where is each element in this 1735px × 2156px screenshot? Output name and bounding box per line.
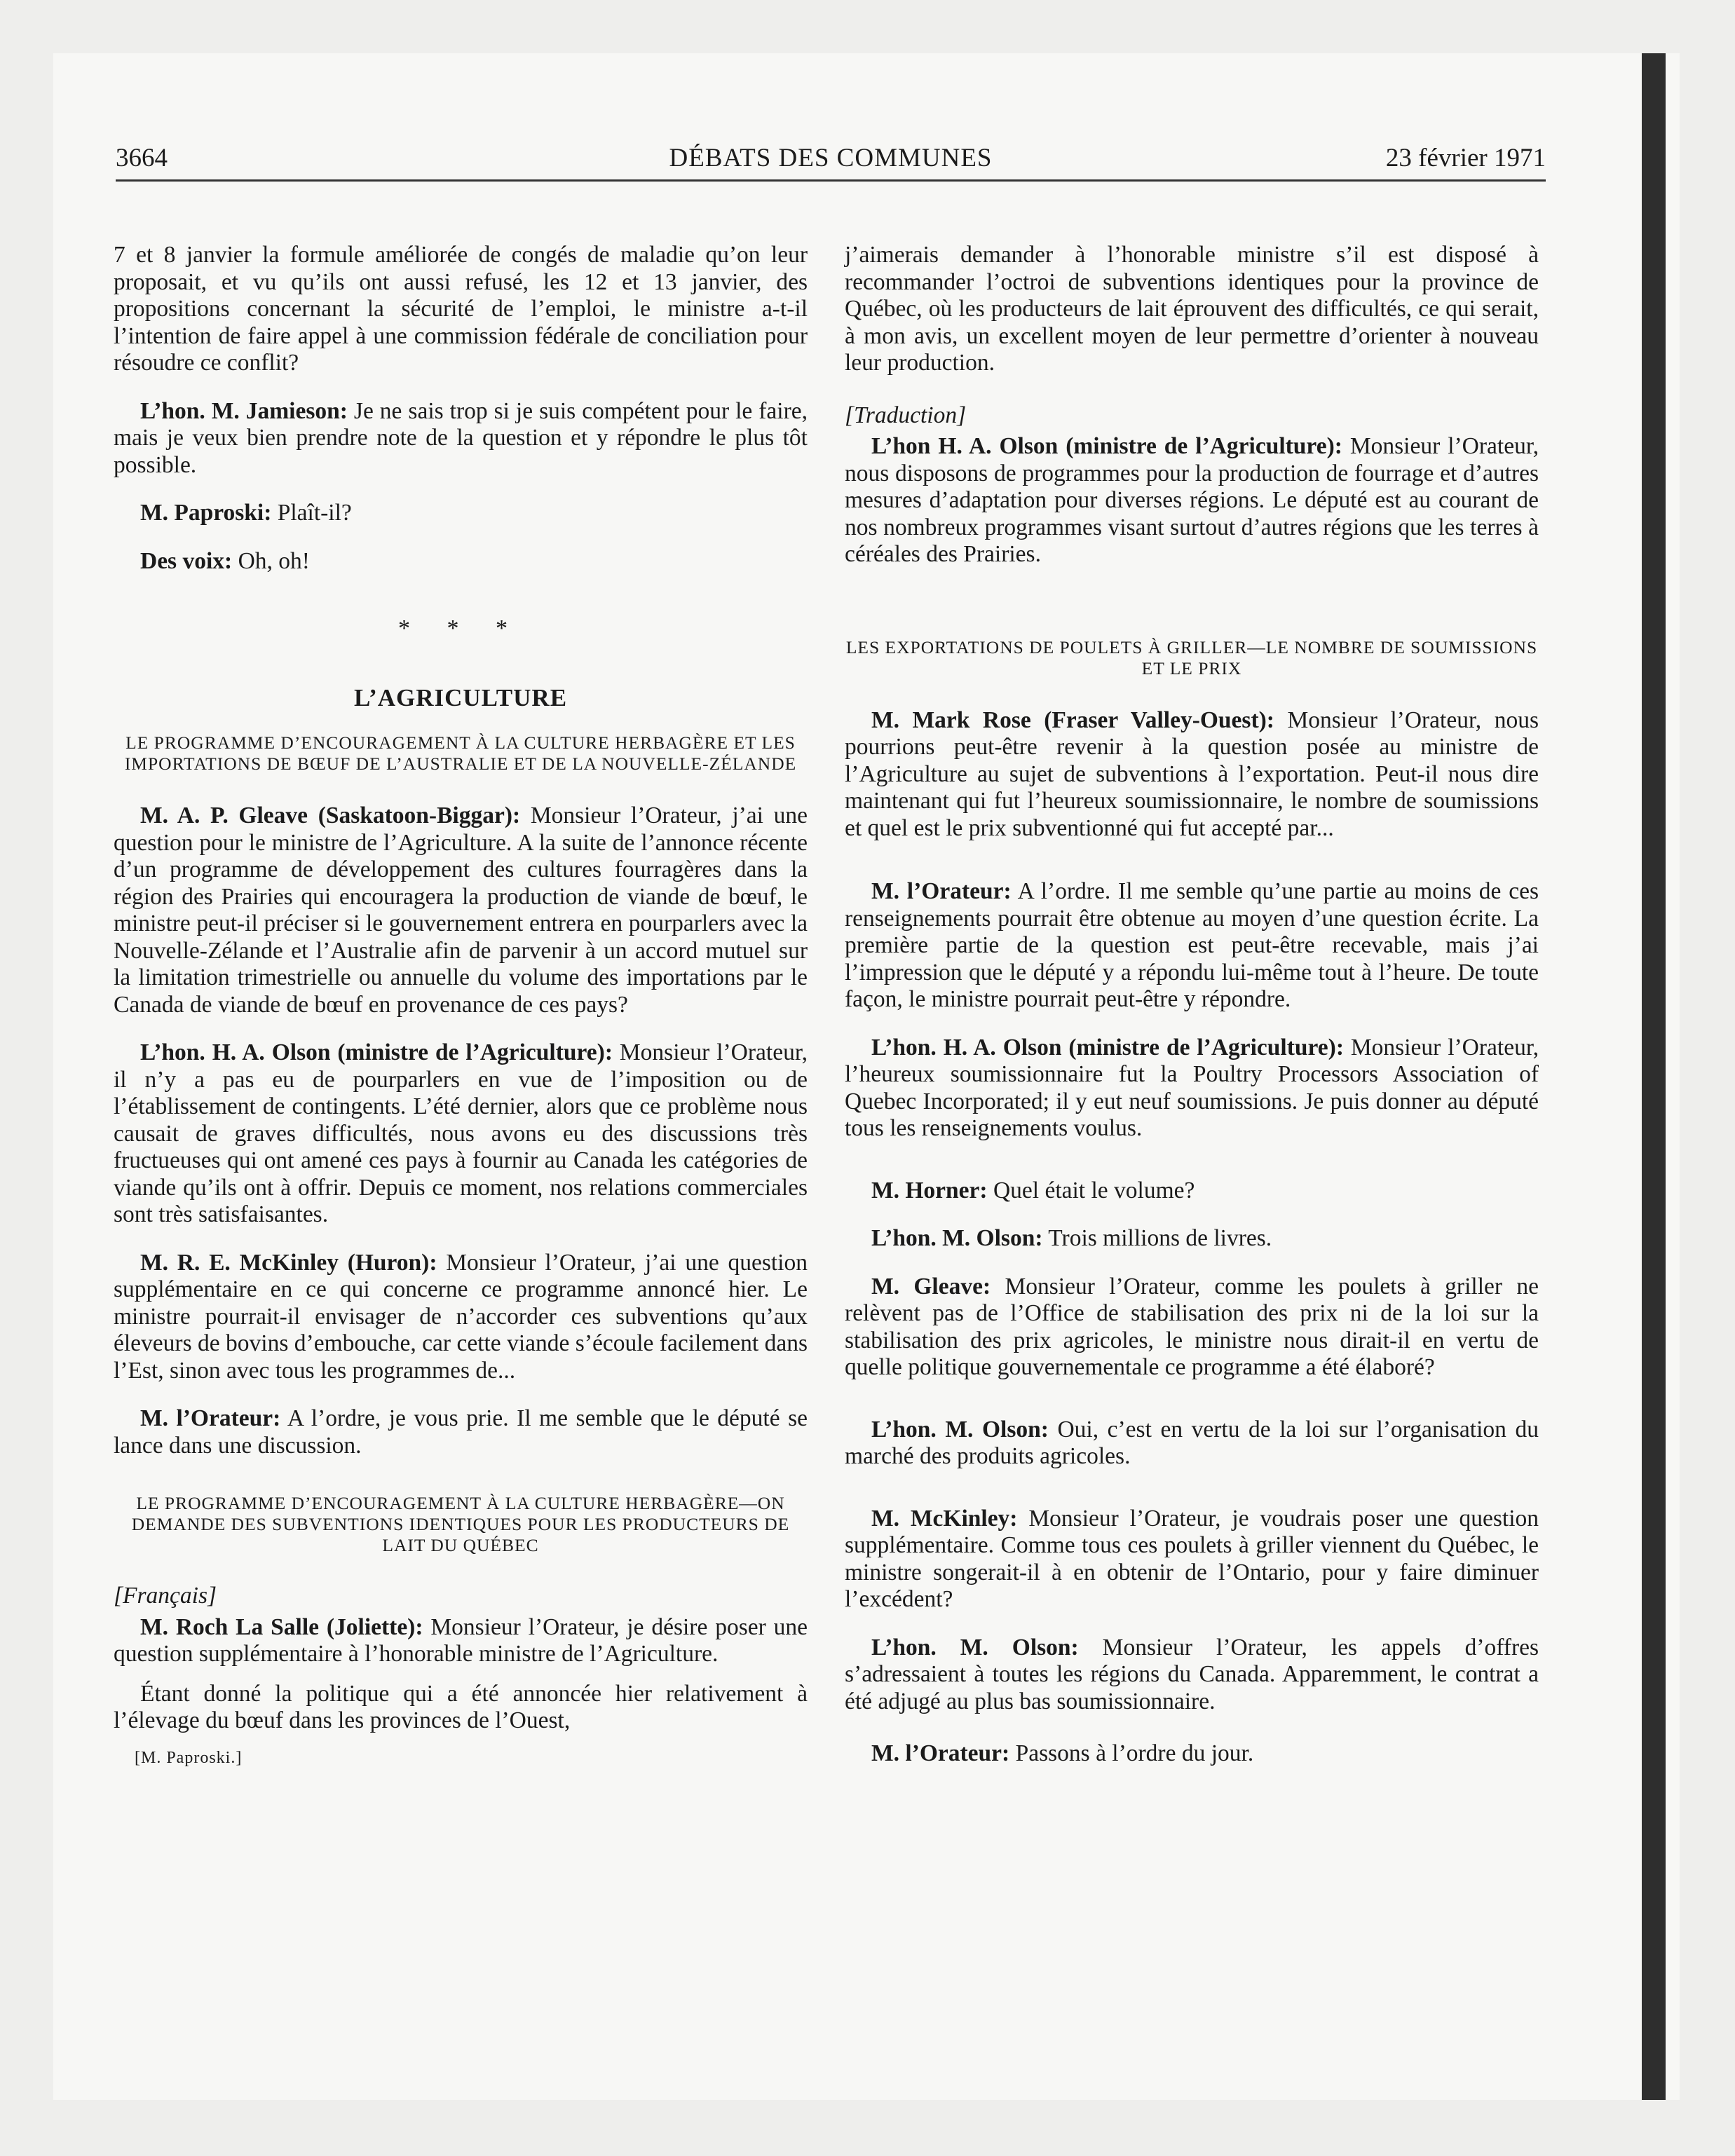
speech <box>845 1035 1539 1142</box>
speech <box>114 1039 808 1229</box>
speech-text: Monsieur l’Orateur, il n’y a pas eu de pourparlers en vue de l’imposition ou de l’établissement de contingents. L’été dernier, alors que ce problème nous causait de graves difficultés, nous avons eu des discussions très fructueuses qui ont amené ces pays à fournir au Canada les catégories de viande qu’ils ont à offrir. Depuis ce moment, nos relations commerciales sont très satisfaisantes. <box>114 1039 808 1227</box>
speech-text: Monsieur l’Orateur, j’ai une question pour le ministre de l’Agriculture. A la suite de l’annonce récente d’un programme de développement des cultures fourragères dans la région des Prairies qui encouragera la production de viande de bœuf, le ministre peut-il préciser si le gouvernement entrera en pourparlers avec la Nouvelle-Zélande et l’Australie afin de parvenir à un accord mutuel sur la limitation trimestrielle ou annuelle du volume des importations par le Canada de viande de bœuf en provenance de ces pays? <box>114 803 808 1018</box>
speaker: M. l’Orateur: <box>140 1405 281 1431</box>
speech <box>845 1417 1539 1471</box>
scan-edge <box>1642 53 1666 2100</box>
speaker: M. R. E. McKinley (Huron): <box>140 1249 437 1276</box>
speaker: M. l’Orateur: <box>871 1740 1010 1766</box>
left-column <box>114 242 808 1771</box>
speech-text: Plaît-il? <box>271 500 352 526</box>
subheading: LE PROGRAMME D’ENCOURAGEMENT À LA CULTURE HERBAGÈRE ET LES IMPORTATIONS DE BŒUF DE L’AUSTRALIE ET DE LA NOUVELLE-ZÉLANDE <box>124 732 797 774</box>
speech <box>114 803 808 1018</box>
speech <box>845 433 1539 568</box>
speech-text: Monsieur l’Orateur, j’ai une question supplémentaire en ce qui concerne ce programme annoncé hier. Le ministre pourrait-il envisager de n’accorder ces subventions qu’aux éleveurs de bovins d’embouche, car cette viande s’écoule facilement dans l’Est, sinon avec tous les programmes de... <box>114 1249 808 1384</box>
speech <box>845 1274 1539 1381</box>
speaker: M. Gleave: <box>871 1273 991 1299</box>
speech-text: Monsieur l’Orateur, l’heureux soumissionnaire fut la Poultry Processors Association of Quebec Incorporated; il y eut neuf soumissions. Je puis donner au député tous les renseignements voulus. <box>845 1034 1539 1141</box>
speaker: L’hon. H. A. Olson (ministre de l’Agriculture): <box>871 1034 1344 1060</box>
speech <box>114 398 808 479</box>
speaker: L’hon H. A. Olson (ministre de l’Agriculture): <box>871 433 1342 459</box>
speech-text: Monsieur l’Orateur, nous disposons de programmes pour la production de fourrage et d’autres mesures d’adaptation pour diverses régions. Le député est au courant de nos nombreux programmes visant surtout d’autres régions que les terres à céréales des Prairies. <box>845 433 1539 567</box>
page-header <box>116 140 1546 182</box>
speech-text: Monsieur l’Orateur, les appels d’offres s’adressaient à toutes les régions du Canada. Apparemment, le contrat a été adjugé au plus bas soumissionnaire. <box>845 1634 1539 1714</box>
speech <box>845 1506 1539 1613</box>
speech <box>845 707 1539 842</box>
speech-text: Trois millions de livres. <box>1042 1225 1272 1251</box>
speaker: M. Mark Rose (Fraser Valley-Ouest): <box>871 707 1274 733</box>
paragraph: 7 et 8 janvier la formule améliorée de congés de maladie qu’on leur proposait, et vu qu’ils ont aussi refusé, les 12 et 13 janvier, des propositions concernant la sécurité de l’emploi, le ministre a-t-il l’intention de faire appel à une commission fédérale de conciliation pour résoudre ce conflit? <box>114 242 808 376</box>
speech-text: Monsieur l’Orateur, nous pourrions peut-être revenir à la question posée au ministre de l’Agriculture au sujet de subventions à l’exportation. Peut-il nous dire maintenant qui fut l’heureux soumissionnaire, le nombre de soumissions et quel est le prix subventionné qui fut accepté par... <box>845 707 1539 841</box>
language-marker: [Français] <box>114 1583 217 1609</box>
section-separator: * * * <box>398 615 523 641</box>
speaker: M. McKinley: <box>871 1505 1018 1531</box>
section-title: L’AGRICULTURE <box>353 683 568 711</box>
speech-text: Monsieur l’Orateur, comme les poulets à griller ne relèvent pas de l’Office de stabilisation des prix ni de la loi sur la stabilisation des prix agricoles, le ministre nous dirait-il en vertu de quelle politique gouvernementale ce programme a été élaboré? <box>845 1273 1539 1380</box>
speech-text: Oh, oh! <box>232 547 310 574</box>
speech <box>114 500 808 527</box>
speech-text: A l’ordre, je vous prie. Il me semble que le député se lance dans une discussion. <box>114 1405 808 1459</box>
speech-text: Passons à l’ordre du jour. <box>1009 1740 1254 1766</box>
publication-title: DÉBATS DES COMMUNES <box>669 144 993 172</box>
speech <box>114 1405 808 1459</box>
page-number: 3664 <box>116 144 168 172</box>
right-column <box>845 242 1539 1789</box>
speaker: L’hon. M. Olson: <box>871 1634 1079 1660</box>
paragraph: j’aimerais demander à l’honorable ministre s’il est disposé à recommander l’octroi de subventions identiques pour la province de Québec, où les producteurs de lait éprouvent des difficultés, ce qui serait, à mon avis, un excellent moyen de leur permettre d’orienter à nouveau leur production. <box>845 242 1539 376</box>
speaker: M. Roch La Salle (Joliette): <box>140 1613 423 1640</box>
subheading: LES EXPORTATIONS DE POULETS À GRILLER—LE NOMBRE DE SOUMISSIONS ET LE PRIX <box>845 636 1538 678</box>
speaker-footnote: [M. Paproski.] <box>135 1748 243 1767</box>
paragraph: Étant donné la politique qui a été annoncée hier relativement à l’élevage du bœuf dans les provinces de l’Ouest, <box>114 1680 808 1733</box>
speech <box>845 1740 1539 1768</box>
speaker: M. Paproski: <box>140 500 272 526</box>
speech-text: Quel était le volume? <box>987 1177 1195 1203</box>
speech <box>114 1614 808 1668</box>
speaker: M. A. P. Gleave (Saskatoon-Biggar): <box>140 803 521 828</box>
speaker: Des voix: <box>140 547 233 574</box>
speaker: L’hon. M. Olson: <box>871 1416 1049 1442</box>
speech-text: Monsieur l’Orateur, je désire poser une question supplémentaire à l’honorable ministre de l’Agriculture. <box>114 1613 808 1667</box>
speaker: L’hon. H. A. Olson (ministre de l’Agriculture): <box>140 1039 613 1065</box>
speech-text: Je ne sais trop si je suis compétent pour le faire, mais je veux bien prendre note de la question et y répondre le plus tôt possible. <box>114 397 808 478</box>
speech <box>845 1178 1539 1205</box>
speech <box>114 1250 808 1385</box>
subheading: LE PROGRAMME D’ENCOURAGEMENT À LA CULTURE HERBAGÈRE—ON DEMANDE DES SUBVENTIONS IDENTIQUES POUR LES PRODUCTEURS DE LAIT DU QUÉBEC <box>131 1493 790 1555</box>
speech-text: A l’ordre. Il me semble qu’une partie au moins de ces renseignements pourrait être obtenue au moyen d’une question écrite. La première partie de la question est peut-être recevable, mais j’ai l’impression que le député y a répondu lui-même tout à l’heure. De toute façon, le ministre pourrait peut-être y répondre. <box>845 878 1539 1012</box>
speech <box>114 548 808 575</box>
speaker: L’hon. M. Jamieson: <box>140 397 348 424</box>
speech <box>845 1225 1539 1253</box>
speech <box>845 1635 1539 1716</box>
speech <box>845 878 1539 1014</box>
speaker: L’hon. M. Olson: <box>871 1225 1043 1251</box>
speech-text: Oui, c’est en vertu de la loi sur l’organisation du marché des produits agricoles. <box>845 1416 1539 1469</box>
publication-date: 23 février 1971 <box>1385 144 1546 172</box>
language-marker: [Traduction] <box>845 402 967 428</box>
speech-text: Monsieur l’Orateur, je voudrais poser une question supplémentaire. Comme tous ces poulets à griller viennent du Québec, le ministre songerait-il à en obtenir de l’Ontario, pour y faire diminuer l’excédent? <box>845 1505 1539 1612</box>
speaker: M. l’Orateur: <box>871 878 1012 904</box>
speaker: M. Horner: <box>871 1177 988 1203</box>
